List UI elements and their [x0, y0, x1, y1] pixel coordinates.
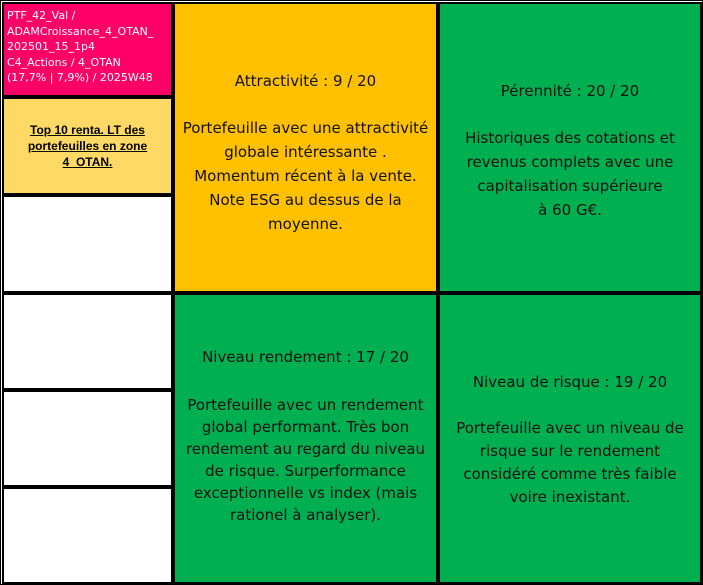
rendement-line: rationel à analyser). [230, 506, 381, 524]
attractivite-title: Attractivité : 9 / 20 [234, 72, 377, 90]
rendement-panel [173, 293, 438, 584]
rendement-title: Niveau rendement : 17 / 20 [202, 348, 409, 366]
risque-title: Niveau de risque : 19 / 20 [472, 373, 668, 391]
perennite-title: Pérennité : 20 / 20 [500, 82, 640, 100]
ranking-badge [2, 97, 173, 195]
attractivite-line: Note ESG au dessus de la [209, 191, 402, 209]
empty-cell [2, 293, 173, 390]
portfolio-id-line: 202501_15_1p4 [7, 40, 95, 53]
empty-cell [2, 487, 173, 584]
perennite-description [440, 126, 700, 222]
empty-cell [2, 390, 173, 487]
ranking-label: Top 10 renta. LT des portefeuilles en zone 4_OTAN. [27, 123, 148, 169]
risque-line: considéré comme très faible [463, 465, 677, 483]
rendement-line: de risque. Surperformance [205, 462, 406, 480]
attractivite-description [175, 116, 436, 236]
attractivite-panel [173, 2, 438, 293]
attractivite-line: moyenne. [268, 215, 343, 233]
perennite-line: Historiques des cotations et [465, 129, 675, 147]
risque-line: Portefeuille avec un niveau de [456, 419, 684, 437]
risque-line: risque sur le rendement [479, 442, 661, 460]
risque-description [440, 417, 700, 509]
rendement-line: exceptionnelle vs index (mais [193, 484, 418, 502]
attractivite-line: Momentum récent à la vente. [194, 167, 417, 185]
perennite-line: revenus complets avec une [466, 153, 674, 171]
perennite-line: à 60 G€. [538, 201, 602, 219]
portfolio-id-line: ADAMCroissance_4_OTAN_ [7, 24, 154, 38]
portfolio-id-line: C4_Actions / 4_OTAN [7, 55, 121, 69]
perennite-line: capitalisation supérieure [477, 177, 663, 195]
risque-panel [438, 293, 702, 584]
rendement-line: Portefeuille avec un rendement [187, 396, 424, 414]
portfolio-id-line: (17,7% | 7,9%) / 2025W48 [7, 71, 153, 84]
attractivite-line: Portefeuille avec une attractivité [182, 119, 429, 137]
rendement-description [175, 394, 436, 526]
perennite-panel [438, 2, 702, 293]
rendement-line: global performant. Très bon [201, 418, 410, 436]
risque-line: voire inexistant. [509, 488, 631, 506]
rendement-line: rendement au regard du niveau [185, 440, 426, 458]
portfolio-identifier [2, 2, 173, 97]
empty-cell [2, 195, 173, 293]
portfolio-id-line: PTF_42_Val / [7, 9, 76, 22]
attractivite-line: globale intéressante . [224, 143, 387, 161]
